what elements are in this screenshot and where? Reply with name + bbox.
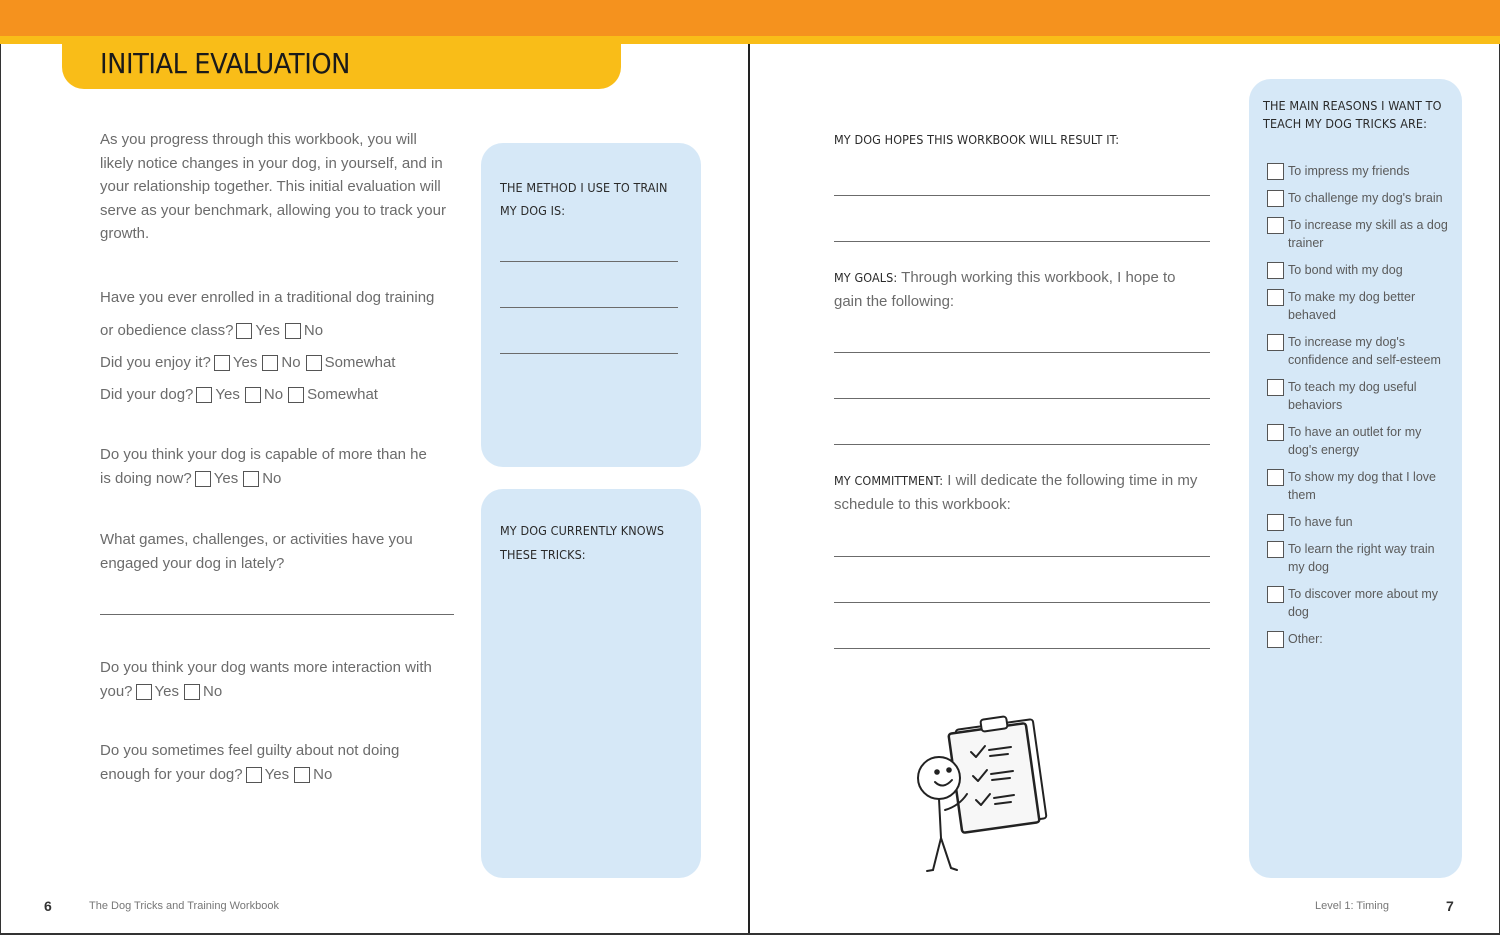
reason-checkbox[interactable]	[1267, 163, 1284, 180]
question-text: Did your dog?	[100, 386, 194, 403]
method-label-line1: THE METHOD I USE TO TRAIN	[500, 180, 668, 195]
commit-label: MY COMMITTMENT:	[834, 473, 944, 488]
reason-checkbox[interactable]	[1267, 631, 1284, 648]
question-enrolled	[100, 322, 325, 339]
checkbox-somewhat[interactable]	[306, 355, 322, 371]
checkbox-no[interactable]	[184, 684, 200, 700]
option-label: Yes	[232, 354, 258, 371]
question-text: Do you think your dog is capable of more than he	[100, 446, 427, 463]
intro-paragraph: As you progress through this workbook, you will likely notice changes in your dog, in yourself, and in your relationship together. This initial evaluation will serve as your benchmark, allowing you to track your growth.	[100, 131, 446, 242]
reason-label: To bond with my dog	[1288, 263, 1403, 277]
reason-label: To discover more about my dog	[1288, 587, 1439, 619]
checkbox-no[interactable]	[245, 387, 261, 403]
option-label: No	[203, 683, 223, 700]
checkbox-no[interactable]	[243, 471, 259, 487]
reason-label: Other:	[1288, 632, 1323, 646]
question-text: or obedience class?	[100, 322, 234, 339]
reason-item	[1267, 540, 1452, 576]
checkbox-yes[interactable]	[214, 355, 230, 371]
question-text: Did you enjoy it?	[100, 354, 211, 371]
right-page-number: 7	[1446, 898, 1454, 914]
reason-checkbox[interactable]	[1267, 586, 1284, 603]
checkbox-no[interactable]	[262, 355, 278, 371]
reason-checkbox[interactable]	[1267, 514, 1284, 531]
page-edge-left	[0, 44, 1, 935]
goals-answer-line[interactable]	[834, 398, 1210, 399]
reason-item	[1267, 378, 1452, 414]
reason-item	[1267, 216, 1452, 252]
question-text: Do you sometimes feel guilty about not doing	[100, 742, 400, 759]
commit-answer-line[interactable]	[834, 556, 1210, 557]
question-dog-enjoy	[100, 386, 380, 403]
reasons-label-line2: TEACH MY DOG TRICKS ARE:	[1263, 116, 1427, 131]
reason-item	[1267, 288, 1452, 324]
reason-label: To learn the right way train my dog	[1288, 542, 1435, 574]
reason-item	[1267, 261, 1452, 279]
right-running-footer: Level 1: Timing	[1315, 900, 1389, 912]
page-gutter	[748, 44, 750, 935]
option-label: Yes	[264, 766, 290, 783]
reason-checkbox[interactable]	[1267, 424, 1284, 441]
option-label: Somewhat	[324, 354, 396, 371]
question-enrolled-line1	[100, 289, 434, 306]
commit-prompt	[834, 469, 1224, 493]
commit-text: I will dedicate the following time in my	[943, 472, 1198, 489]
commit-text-line2: schedule to this workbook:	[834, 496, 1011, 513]
checkbox-yes[interactable]	[195, 471, 211, 487]
commit-answer-line[interactable]	[834, 648, 1210, 649]
option-label: Yes	[215, 386, 240, 403]
reason-checkbox[interactable]	[1267, 289, 1284, 306]
checkbox-yes[interactable]	[246, 767, 262, 783]
reason-item	[1267, 162, 1452, 180]
reason-label: To have an outlet for my dog's energy	[1288, 425, 1422, 457]
hopes-label: MY DOG HOPES THIS WORKBOOK WILL RESULT IT:	[834, 132, 1120, 147]
reason-label: To challenge my dog's brain	[1288, 191, 1443, 205]
reason-checkbox[interactable]	[1267, 541, 1284, 558]
option-label: Yes	[154, 683, 180, 700]
option-label: Somewhat	[307, 386, 378, 403]
left-page-number: 6	[44, 898, 52, 914]
reason-label: To have fun	[1288, 515, 1353, 529]
goals-text: Through working this workbook, I hope to	[897, 269, 1176, 286]
goals-prompt	[834, 266, 1214, 290]
option-label: No	[263, 386, 284, 403]
question-activities: What games, challenges, or activities have you engaged your dog in lately?	[100, 531, 413, 572]
question-guilty	[100, 766, 334, 783]
reason-item	[1267, 585, 1452, 621]
reason-item	[1267, 630, 1452, 648]
reason-label: To increase my dog's confidence and self-esteem	[1288, 335, 1441, 367]
method-label-line2: MY DOG IS:	[500, 203, 566, 218]
hopes-answer-line[interactable]	[834, 195, 1210, 196]
reason-item	[1267, 333, 1452, 369]
question-text: enough for your dog?	[100, 766, 243, 783]
question-enjoy	[100, 354, 397, 371]
goals-label: MY GOALS:	[834, 270, 898, 285]
goals-text-line2: gain the following:	[834, 293, 955, 310]
reason-item	[1267, 468, 1452, 504]
hopes-answer-line[interactable]	[834, 241, 1210, 242]
option-label: No	[313, 766, 333, 783]
option-label: Yes	[255, 322, 280, 339]
question-interaction	[100, 683, 224, 700]
checkbox-yes[interactable]	[136, 684, 152, 700]
question-text: you?	[100, 683, 133, 700]
checkbox-somewhat[interactable]	[288, 387, 304, 403]
left-running-footer: The Dog Tricks and Training Workbook	[89, 900, 279, 912]
option-label: Yes	[213, 470, 239, 487]
method-answer-line[interactable]	[500, 261, 678, 262]
question-text: Do you think your dog wants more interaction with	[100, 659, 432, 676]
page-title: INITIAL EVALUATION	[100, 47, 350, 80]
reason-checkbox[interactable]	[1267, 217, 1284, 234]
question-capable	[100, 470, 283, 487]
question-capable-line1	[100, 446, 427, 463]
reason-item	[1267, 423, 1452, 459]
checkbox-yes[interactable]	[236, 323, 252, 339]
question-guilty-line1	[100, 742, 399, 759]
goals-answer-line[interactable]	[834, 444, 1210, 445]
tricks-label-line1: MY DOG CURRENTLY KNOWS	[500, 523, 665, 538]
commit-answer-line[interactable]	[834, 602, 1210, 603]
reasons-list	[1267, 162, 1452, 657]
tricks-label-line2: THESE TRICKS:	[500, 547, 586, 562]
reason-label: To teach my dog useful behaviors	[1288, 380, 1417, 412]
checkbox-yes[interactable]	[196, 387, 212, 403]
checkbox-no[interactable]	[294, 767, 310, 783]
reason-label: To increase my skill as a dog trainer	[1288, 218, 1448, 250]
option-label: No	[262, 470, 282, 487]
stick-figure-clipboard-icon	[905, 710, 1055, 880]
reasons-label-line1: THE MAIN REASONS I WANT TO	[1263, 98, 1442, 113]
reason-checkbox[interactable]	[1267, 379, 1284, 396]
answer-line-activities[interactable]	[100, 614, 454, 615]
reason-checkbox[interactable]	[1267, 190, 1284, 207]
checkbox-no[interactable]	[285, 323, 301, 339]
top-color-bar	[0, 0, 1500, 36]
reason-item	[1267, 189, 1452, 207]
reason-checkbox[interactable]	[1267, 469, 1284, 486]
option-label: No	[281, 354, 301, 371]
reason-label: To show my dog that I love them	[1288, 470, 1436, 502]
goals-answer-line[interactable]	[834, 352, 1210, 353]
reason-checkbox[interactable]	[1267, 334, 1284, 351]
reason-label: To make my dog better behaved	[1288, 290, 1416, 322]
reason-item	[1267, 513, 1452, 531]
question-interaction-line1	[100, 659, 432, 676]
method-answer-line[interactable]	[500, 307, 678, 308]
question-text: is doing now?	[100, 470, 192, 487]
option-label: No	[303, 322, 324, 339]
question-text: Have you ever enrolled in a traditional dog training	[100, 289, 435, 306]
reason-label: To impress my friends	[1288, 164, 1410, 178]
reason-checkbox[interactable]	[1267, 262, 1284, 279]
method-answer-line[interactable]	[500, 353, 678, 354]
